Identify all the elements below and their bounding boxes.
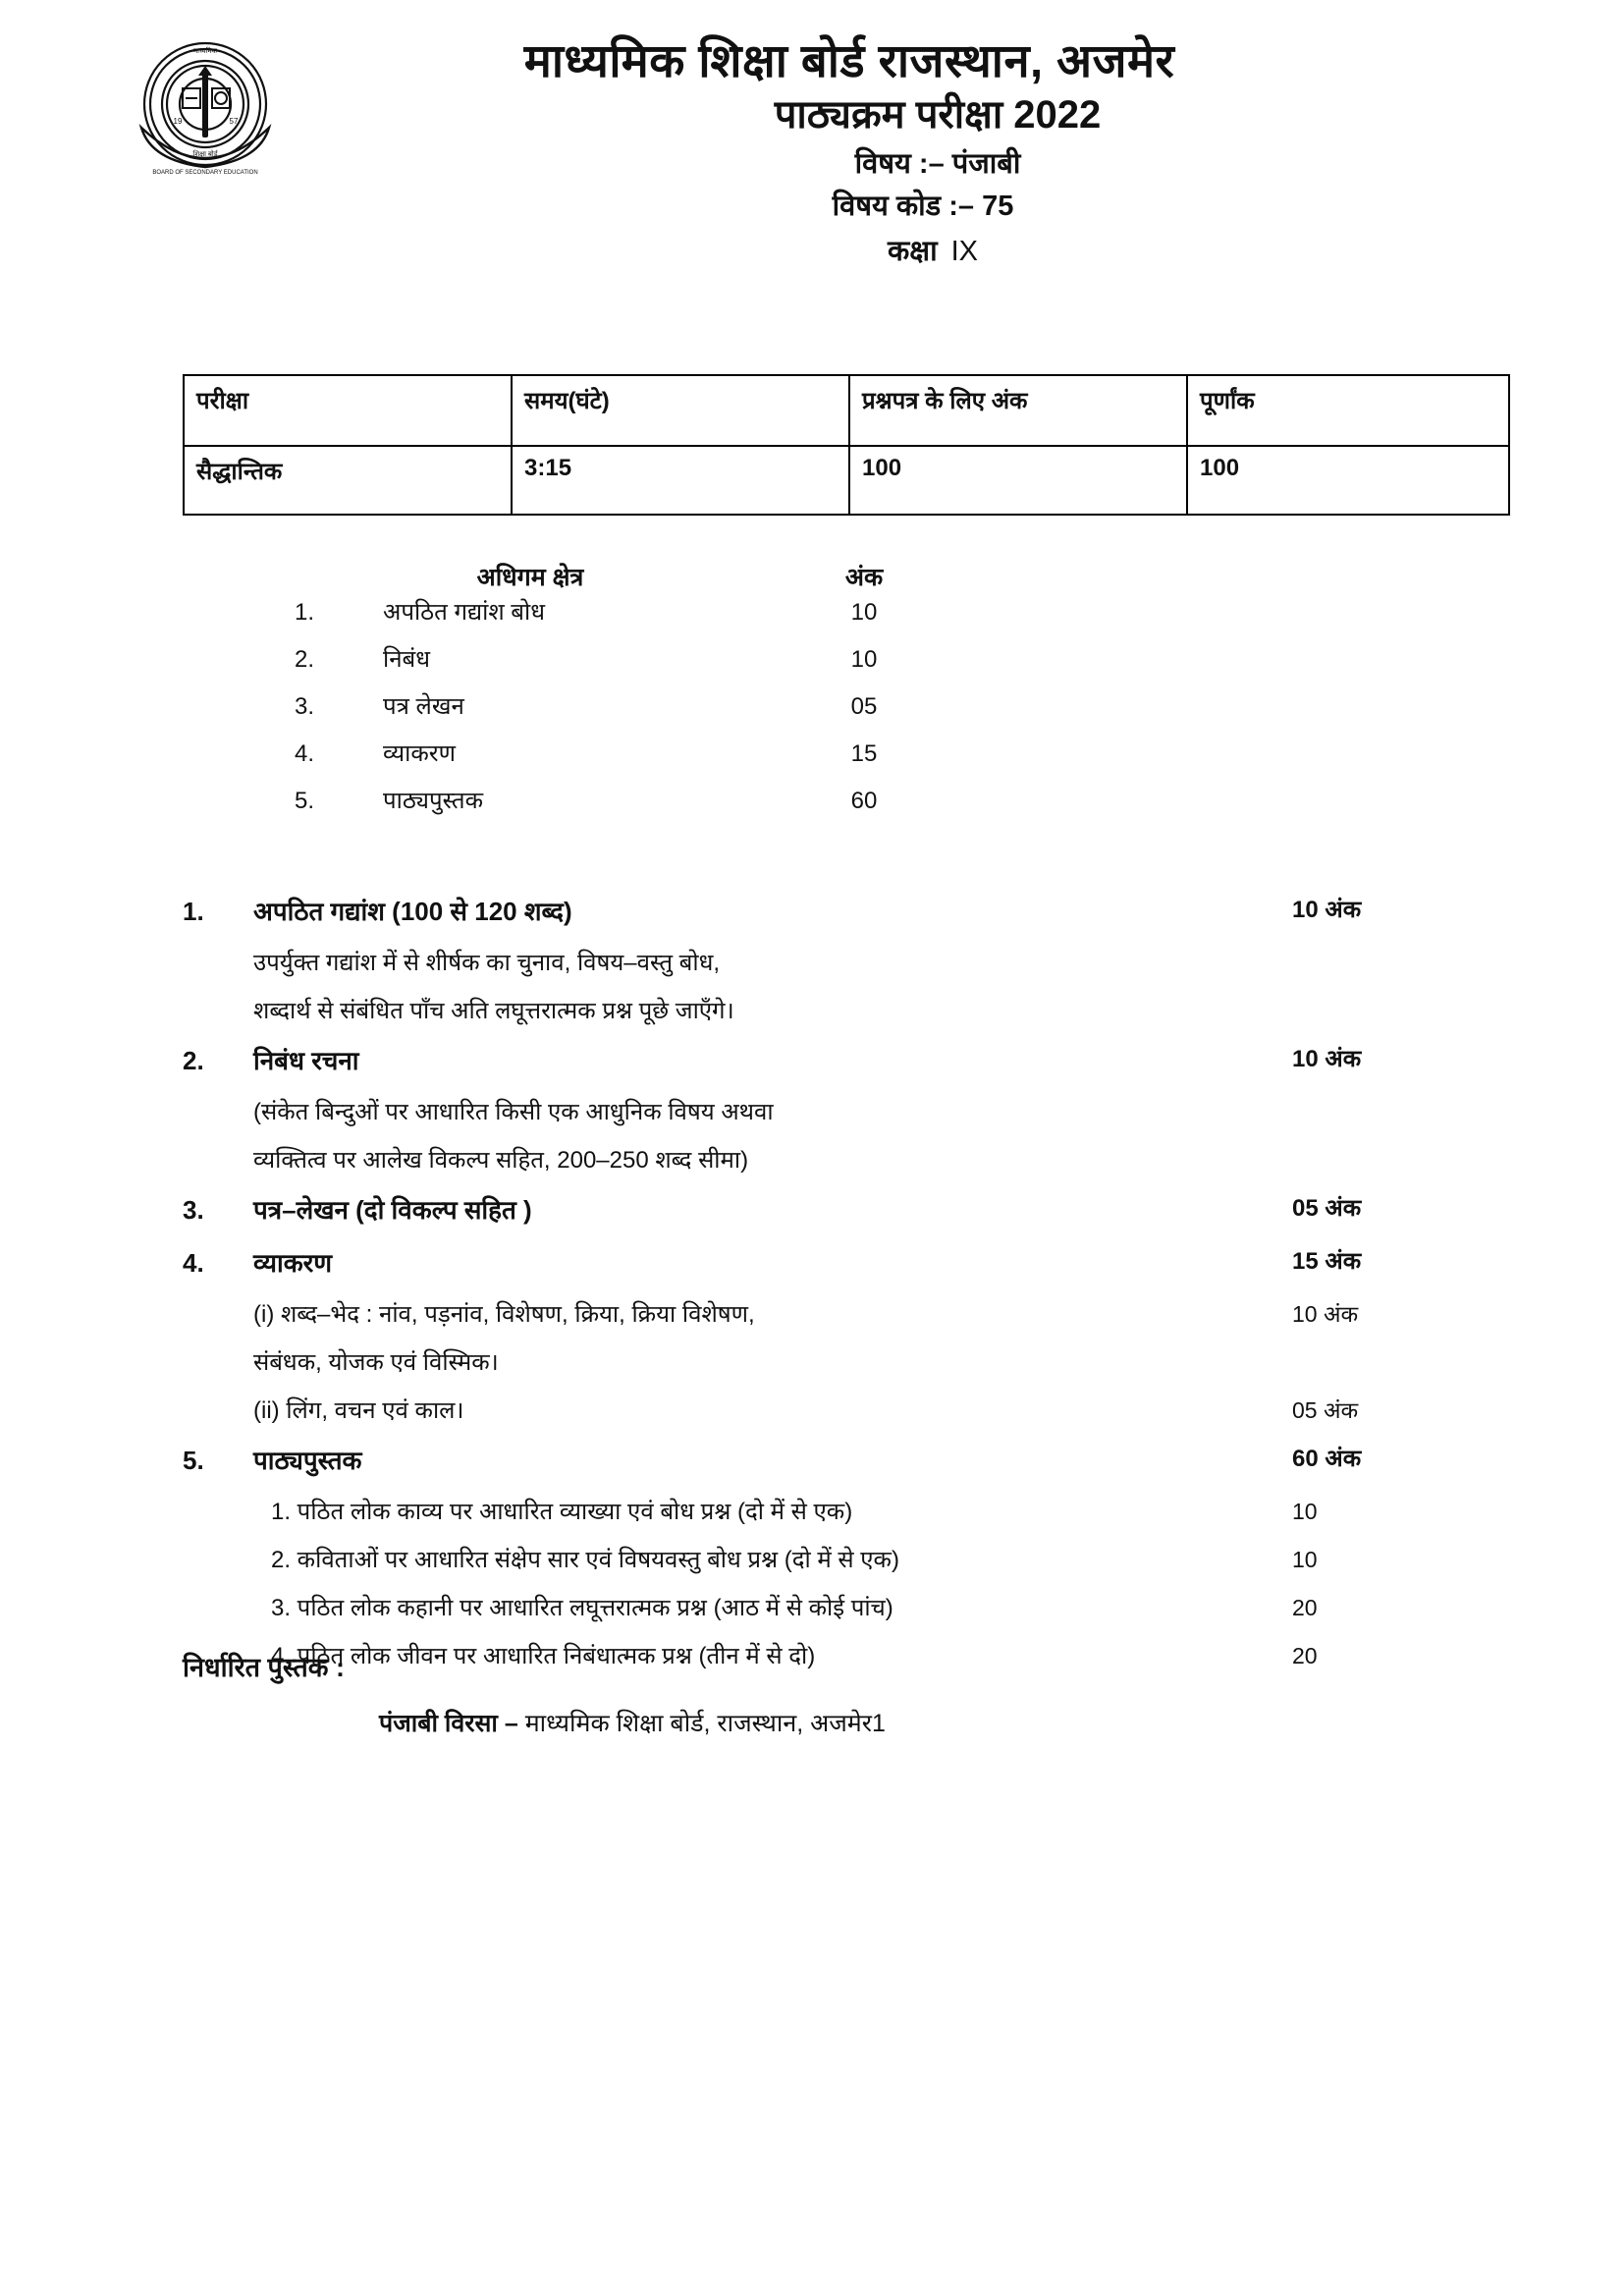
section-5-number: 5. [183, 1446, 204, 1475]
section-5-item [183, 1597, 1439, 1645]
list-item-marks: 10 [850, 646, 878, 673]
table-row [184, 446, 1509, 515]
table-header-total-marks: पूर्णांक [1187, 375, 1509, 446]
section-1-marks: 10 अंक [1292, 897, 1362, 923]
section-4-sub-i-text-2: संबंधक, योजक एवं विस्मिक। [253, 1349, 499, 1376]
list-item-marks: 15 [850, 740, 878, 767]
list-item-marks: 60 [850, 788, 878, 814]
section-2-number: 2. [183, 1046, 204, 1075]
list-item [275, 695, 1080, 742]
prescribed-book-name: पंजाबी विरसा – [379, 1710, 518, 1737]
section-2-body-line-1 [183, 1101, 1439, 1149]
class-value: IX [950, 236, 978, 268]
table-header-paper-marks: प्रश्नपत्र के लिए अंक [849, 375, 1187, 446]
page-header [0, 0, 1624, 352]
list-item-number: 3. [295, 693, 315, 720]
learning-areas-header-marks: अंक [844, 564, 884, 591]
svg-text:19: 19 [173, 117, 183, 126]
section-5-marks: 60 अंक [1292, 1446, 1362, 1472]
table-cell-exam-type: सैद्धान्तिक [184, 446, 512, 515]
section-5-item-text: 2. कविताओं पर आधारित संक्षेप सार एवं विषयवस्तु बोध प्रश्न (दो में से एक) [271, 1547, 899, 1573]
svg-text:BOARD OF SECONDARY EDUCATION: BOARD OF SECONDARY EDUCATION [152, 170, 258, 176]
list-item-number: 4. [295, 740, 315, 767]
section-2-body-line-2 [183, 1149, 1439, 1197]
class-line [295, 234, 1404, 269]
table-cell-total-marks: 100 [1187, 446, 1509, 515]
section-5-heading [183, 1448, 1439, 1501]
svg-text:शिक्षा बोर्ड: शिक्षा बोर्ड [192, 151, 218, 158]
section-4-sub-i-marks: 10 अंक [1292, 1301, 1359, 1327]
section-5-item-text: 4. पठित लोक जीवन पर आधारित निबंधात्मक प्रश्न (तीन में से दो) [271, 1643, 816, 1669]
syllabus-sections [183, 899, 1439, 1693]
list-item-number: 2. [295, 646, 315, 673]
section-4-sub-ii-text: (ii) लिंग, वचन एवं काल। [253, 1397, 464, 1424]
list-item-label: व्याकरण [383, 740, 456, 767]
section-2-text-1: (संकेत बिन्दुओं पर आधारित किसी एक आधुनिक विषय अथवा [253, 1099, 774, 1125]
list-item-marks: 05 [850, 693, 878, 720]
section-1-heading [183, 899, 1439, 952]
section-5-item-marks: 10 [1292, 1547, 1318, 1572]
rbse-seal-logo-icon [132, 33, 279, 186]
section-2-heading [183, 1048, 1439, 1101]
section-4-marks: 15 अंक [1292, 1248, 1362, 1275]
section-2-text-2: व्यक्तित्व पर आलेख विकल्प सहित, 200–250 शब्द सीमा) [253, 1147, 749, 1174]
list-item [275, 790, 1080, 837]
section-1-title: अपठित गद्यांश (100 से 120 शब्द) [253, 897, 572, 926]
section-1-text-1: उपर्युक्त गद्यांश में से शीर्षक का चुनाव, विषय–वस्तु बोध, [253, 950, 721, 976]
prescribed-book-block [183, 1648, 1439, 1739]
section-1-text-2: शब्दार्थ से संबंधित पाँच अति लघूत्तरात्मक प्रश्न पूछे जाएँगे। [253, 998, 734, 1024]
section-4-sub-i-text-1: (i) शब्द–भेद : नांव, पड़नांव, विशेषण, क्रिया, क्रिया विशेषण, [253, 1301, 755, 1328]
learning-areas-list [275, 560, 1080, 837]
section-4-heading [183, 1250, 1439, 1303]
table-cell-paper-marks: 100 [849, 446, 1187, 515]
list-item-label: अपठित गद्यांश बोध [383, 599, 545, 626]
subject-code-line: विषय कोड :– 75 [832, 190, 1014, 222]
prescribed-book-line [183, 1706, 1439, 1739]
prescribed-book-heading: निर्धारित पुस्तक : [183, 1653, 345, 1682]
section-5-item-marks: 10 [1292, 1499, 1318, 1524]
section-4-sub-i-line-2 [183, 1351, 1439, 1399]
section-4-sub-ii-line [183, 1399, 1439, 1448]
list-item-label: पाठ्यपुस्तक [383, 788, 484, 814]
section-5-item-text: 3. पठित लोक कहानी पर आधारित लघूत्तरात्मक प्रश्न (आठ में से कोई पांच) [271, 1595, 893, 1621]
svg-text:माध्यमिक: माध्यमिक [192, 48, 218, 55]
section-5-item [183, 1501, 1439, 1549]
section-3-marks: 05 अंक [1292, 1195, 1362, 1222]
list-item [275, 742, 1080, 790]
title-block [295, 35, 1404, 269]
list-item-number: 5. [295, 788, 315, 814]
section-1-body-line-2 [183, 1000, 1439, 1048]
exam-info-table [183, 374, 1510, 516]
section-5-item-marks: 20 [1292, 1595, 1318, 1620]
section-3-number: 3. [183, 1195, 204, 1225]
section-1-body-line-1 [183, 952, 1439, 1000]
section-5-item-text: 1. पठित लोक काव्य पर आधारित व्याख्या एवं बोध प्रश्न (दो में से एक) [271, 1499, 853, 1525]
prescribed-book-publisher: माध्यमिक शिक्षा बोर्ड, राजस्थान, अजमेर1 [517, 1710, 886, 1737]
learning-areas-header [275, 560, 1080, 593]
list-item-marks: 10 [850, 599, 878, 626]
section-2-title: निबंध रचना [253, 1046, 359, 1075]
list-item-number: 1. [295, 599, 315, 626]
section-2-marks: 10 अंक [1292, 1046, 1362, 1072]
table-header-row [184, 375, 1509, 446]
section-3-title: पत्र–लेखन (दो विकल्प सहित ) [253, 1195, 532, 1225]
list-item [275, 601, 1080, 648]
table-header-time: समय(घंटे) [512, 375, 849, 446]
svg-text:57: 57 [229, 117, 239, 126]
section-4-title: व्याकरण [253, 1248, 333, 1278]
section-1-number: 1. [183, 897, 204, 926]
section-4-number: 4. [183, 1248, 204, 1278]
section-4-sub-i-line-1 [183, 1303, 1439, 1351]
learning-areas-header-label: अधिगम क्षेत्र [476, 564, 584, 591]
section-5-item [183, 1549, 1439, 1597]
table-cell-time: 3:15 [512, 446, 849, 515]
section-5-title: पाठ्यपुस्तक [253, 1446, 362, 1475]
section-3-heading [183, 1197, 1439, 1250]
section-4-sub-ii-marks: 05 अंक [1292, 1397, 1359, 1423]
subject-line: विषय :– पंजाबी [854, 147, 1021, 180]
list-item-label: पत्र लेखन [383, 693, 464, 720]
list-item-label: निबंध [383, 646, 430, 673]
list-item [275, 648, 1080, 695]
table-header-exam: परीक्षा [184, 375, 512, 446]
exam-title: पाठ्यक्रम परीक्षा 2022 [774, 92, 1102, 137]
section-5-item-marks: 20 [1292, 1643, 1318, 1668]
board-title: माध्यमिक शिक्षा बोर्ड राजस्थान, अजमेर [523, 34, 1175, 86]
class-label: कक्षा [888, 236, 938, 268]
